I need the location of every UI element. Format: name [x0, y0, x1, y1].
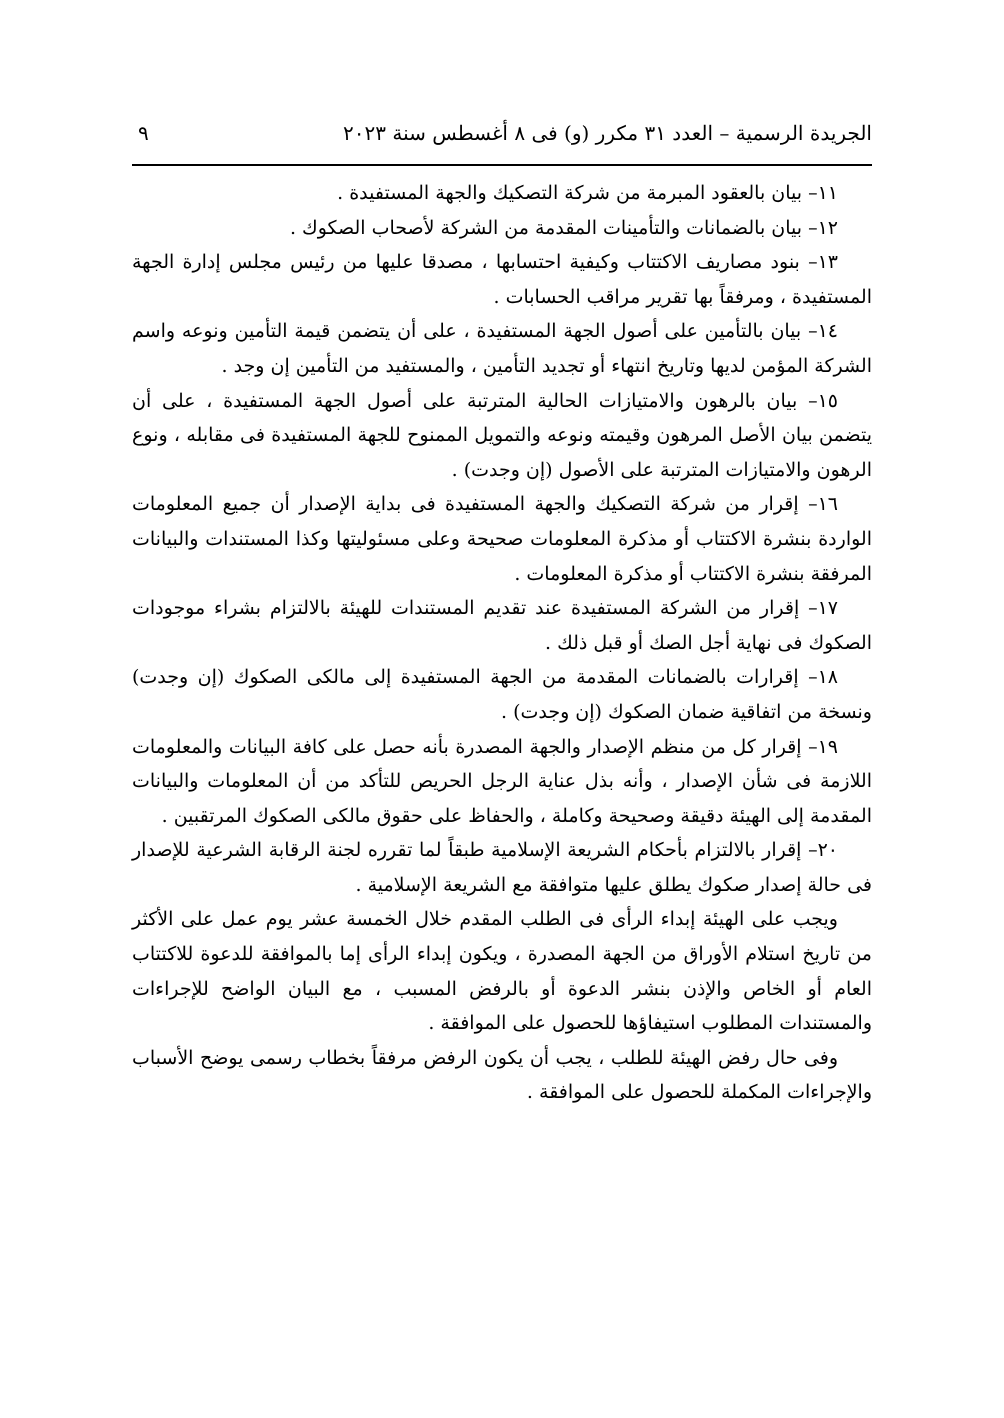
header-divider: [132, 164, 872, 166]
clause-16: ١٦– إقرار من شركة التصكيك والجهة المستفيدة فى بداية الإصدار أن جميع المعلومات الواردة بنشرة الاكتتاب أو مذكرة المعلومات صحيحة وعلى مسئوليتها وكذا المستندات والبيانات المرفقة بنشرة الاكتتاب أو مذكرة المعلومات .: [132, 493, 872, 585]
clause-20: ٢٠– إقرار بالالتزام بأحكام الشريعة الإسلامية طبقاً لما تقرره لجنة الرقابة الشرعية للإصدار فى حالة إصدار صكوك يطلق عليها متوافقة مع الشريعة الإسلامية .: [132, 839, 872, 896]
page-number: ٩: [138, 121, 149, 145]
clause-15: ١٥– بيان بالرهون والامتيازات الحالية المترتبة على أصول الجهة المستفيدة ، على أن يتضمن بيان الأصل المرهون وقيمته ونوعه والتمويل الممنوح للجهة المستفيدة فى مقابله ، ونوع الرهون والامتيازات المترتبة على الأصول (إن وجدت) .: [132, 389, 872, 481]
page-header: [132, 118, 872, 148]
clause-13: ١٣– بنود مصاريف الاكتتاب وكيفية احتسابها ، مصدقا عليها من رئيس مجلس إدارة الجهة المستفيدة ، ومرفقاً بها تقرير مراقب الحسابات .: [132, 251, 872, 308]
clause-12: ١٢– بيان بالضمانات والتأمينات المقدمة من الشركة لأصحاب الصكوك .: [289, 216, 838, 239]
clause-18: ١٨– إقرارات بالضمانات المقدمة من الجهة المستفيدة إلى مالكى الصكوك (إن وجدت) ونسخة من اتفاقية ضمان الصكوك (إن وجدت) .: [132, 666, 872, 723]
clause-11: ١١– بيان بالعقود المبرمة من شركة التصكيك والجهة المستفيدة .: [337, 182, 838, 204]
clause-14: ١٤– بيان بالتأمين على أصول الجهة المستفيدة ، على أن يتضمن قيمة التأمين ونوعه واسم الشركة المؤمن لديها وتاريخ انتهاء أو تجديد التأمين ، والمستفيد من التأمين إن وجد .: [132, 320, 872, 377]
review-paragraph: ويجب على الهيئة إبداء الرأى فى الطلب المقدم خلال الخمسة عشر يوم عمل على الأكثر من تاريخ استلام الأوراق من الجهة المصدرة ، ويكون إبداء الرأى إما بالموافقة للدعوة للاكتتاب العام أو الخاص والإذن بنشر الدعوة أو بالرفض المسبب ، مع البيان الواضح للإجراءات والمستندات المطلوب استيفاؤها للحصول على الموافقة .: [132, 908, 872, 1035]
rejection-paragraph: وفى حال رفض الهيئة للطلب ، يجب أن يكون الرفض مرفقاً بخطاب رسمى يوضح الأسباب والإجراءات المكملة للحصول على الموافقة .: [132, 1046, 872, 1104]
clause-17: ١٧– إقرار من الشركة المستفيدة عند تقديم المستندات للهيئة بالالتزام بشراء موجودات الصكوك فى نهاية أجل الصك أو قبل ذلك .: [132, 597, 872, 654]
clause-19: ١٩– إقرار كل من منظم الإصدار والجهة المصدرة بأنه حصل على كافة البيانات والمعلومات اللازمة فى شأن الإصدار ، وأنه بذل عناية الرجل الحريص للتأكد من أن المعلومات والبيانات المقدمة إلى الهيئة دقيقة وصحيحة وكاملة ، والحفاظ على حقوق مالكى الصكوك المرتقبين .: [132, 735, 872, 827]
document-body: [132, 176, 872, 1110]
gazette-title: الجريدة الرسمية – العدد ٣١ مكرر (و) فى ٨ أغسطس سنة ٢٠٢٣: [343, 121, 872, 145]
